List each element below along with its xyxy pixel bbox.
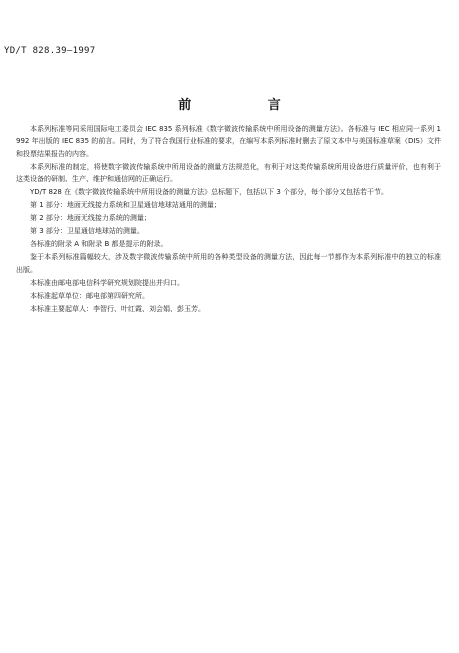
paragraph-adoption: 本系列标准等同采用国际电工委员会 IEC 835 系列标准《数字微波传输系统中所用设备的测量方法》。各标准与 IEC 相应同一系列 1992 年出版的 IEC 835 的前言。同时，为了符合我国行业标准的要求，在编写本系列标准时删去了原文本中与美国标准草案（DIS）文件和投票结果报告的内容。 — [16, 125, 441, 158]
body-text — [16, 123, 441, 316]
page-title: 前 言 — [178, 98, 317, 113]
paragraph-drafting-unit: 本标准起草单位：邮电部第四研究所。 — [30, 291, 149, 300]
paragraph-part-3: 第 3 部分：卫星通信地球站的测量。 — [30, 227, 144, 236]
paragraph-proposer: 本标准由邮电部电信科学研究规划院提出并归口。 — [30, 278, 184, 287]
paragraph-drafters: 本标准主要起草人：李智行、叶红霞、刘会娟、彭玉芳。 — [30, 304, 205, 313]
paragraph-purpose: 本系列标准的制定，将使数字微波传输系统中所用设备的测量方法规范化，有利于对这类传输系统所用设备进行质量评价，也有利于这类设备的研制、生产、维护和通信网的正确运行。 — [16, 162, 441, 184]
standard-number: YD/T 828.39—1997 — [4, 46, 96, 56]
paragraph-structure: YD/T 828 在《数字微波传输系统中所用设备的测量方法》总标题下，包括以下 3 个部分，每个部分又包括若干节。 — [30, 188, 389, 197]
paragraph-part-2: 第 2 部分：地面无线接力系统的测量； — [30, 214, 151, 223]
paragraph-part-1: 第 1 部分：地面无线接力系统和卫星通信地球站通用的测量； — [30, 201, 221, 210]
paragraph-publication: 鉴于本系列标准篇幅较大，涉及数字微波传输系统中所用的各种类型设备的测量方法，因此每一节都作为本系列标准中的独立的标准出版。 — [16, 253, 441, 274]
paragraph-annexes: 各标准的附录 A 和附录 B 都是提示的附录。 — [30, 240, 168, 249]
